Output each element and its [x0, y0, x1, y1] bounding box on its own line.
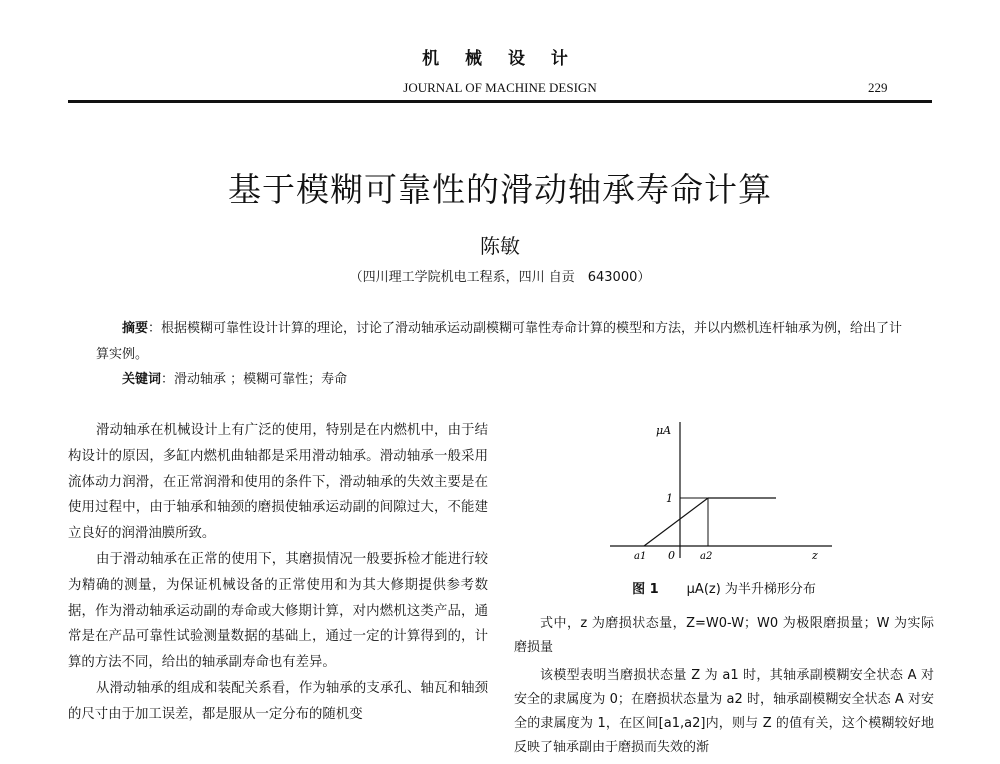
left-column — [68, 418, 488, 728]
abstract-label: 摘要 — [122, 321, 149, 336]
article-title: 基于模糊可靠性的滑动轴承寿命计算 — [228, 170, 772, 209]
ramp-segment — [644, 498, 708, 546]
body-paragraph: 从滑动轴承的组成和装配关系看，作为轴承的支承孔、轴瓦和轴颈的尺寸由于加工误差，都是服从一定分布的随机变 — [68, 680, 488, 722]
article-author: 陈敏 — [480, 234, 520, 258]
abstract-text: ：根据模糊可靠性设计计算的理论，讨论了滑动轴承运动副模糊可靠性寿命计算的模型和方法，并以内燃机连杆轴承为例，给出了计算实例。 — [96, 321, 903, 362]
journal-name-english: JOURNAL OF MACHINE DESIGN — [403, 80, 597, 95]
figure-number: 图 1 — [632, 582, 659, 597]
journal-name-chinese: 机 械 设 计 — [422, 49, 578, 69]
figure-caption-text: μA(z) 为半升梯形分布 — [686, 582, 816, 597]
figure-caption — [514, 578, 934, 597]
keywords-label: 关键词 — [122, 372, 162, 387]
author-affiliation: （四川理工学院机电工程系，四川 自贡 643000） — [349, 270, 651, 285]
keywords — [122, 368, 347, 387]
y-tick-one-label: 1 — [666, 492, 673, 505]
origin-label: 0 — [668, 549, 675, 562]
y-axis-label: μA — [656, 424, 672, 437]
body-paragraph: 式中，z 为磨损状态量，Z=W0-W；W0 为极限磨损量；W 为实际磨损量 — [514, 616, 934, 655]
keywords-text: ：滑动轴承 ；模糊可靠性；寿命 — [161, 372, 348, 387]
header-rule — [68, 100, 932, 103]
page-number: 229 — [868, 80, 888, 95]
x-axis-label: z — [812, 549, 818, 562]
figure-membership-function — [600, 418, 840, 568]
body-paragraph: 由于滑动轴承在正常的使用下，其磨损情况一般要拆检才能进行较为精确的测量，为保证机械设备的正常使用和为其大修期提供参考数据，作为滑动轴承运动副的寿命或大修期计算，对内燃机这类产品，通常是在产品可靠性试验测量数据的基础上，通过一定的计算得到的，计算的方法不同，给出的轴承副寿命也有差异。 — [68, 551, 488, 671]
a2-label: a2 — [700, 551, 713, 562]
body-paragraph: 滑动轴承在机械设计上有广泛的使用，特别是在内燃机中，由于结构设计的原因，多缸内燃机曲轴都是采用滑动轴承。滑动轴承一般采用流体动力润滑，在正常润滑和使用的条件下，滑动轴承的失效主要是在使用过程中，由于轴承和轴颈的磨损使轴承运动副的间隙过大，不能建立良好的润滑油膜所致。 — [68, 423, 488, 542]
right-column — [514, 612, 934, 764]
a1-label: a1 — [634, 551, 647, 562]
body-paragraph: 该模型表明当磨损状态量 Z 为 a1 时，其轴承副模糊安全状态 A 对安全的隶属度为 0；在磨损状态量为 a2 时，轴承副模糊安全状态 A 对安全的隶属度为 1，在区间[a1,a2]内，则与 Z 的值有关，这个模糊较好地反映了轴承副由于磨损而失效的渐 — [514, 668, 934, 755]
abstract — [96, 316, 904, 368]
